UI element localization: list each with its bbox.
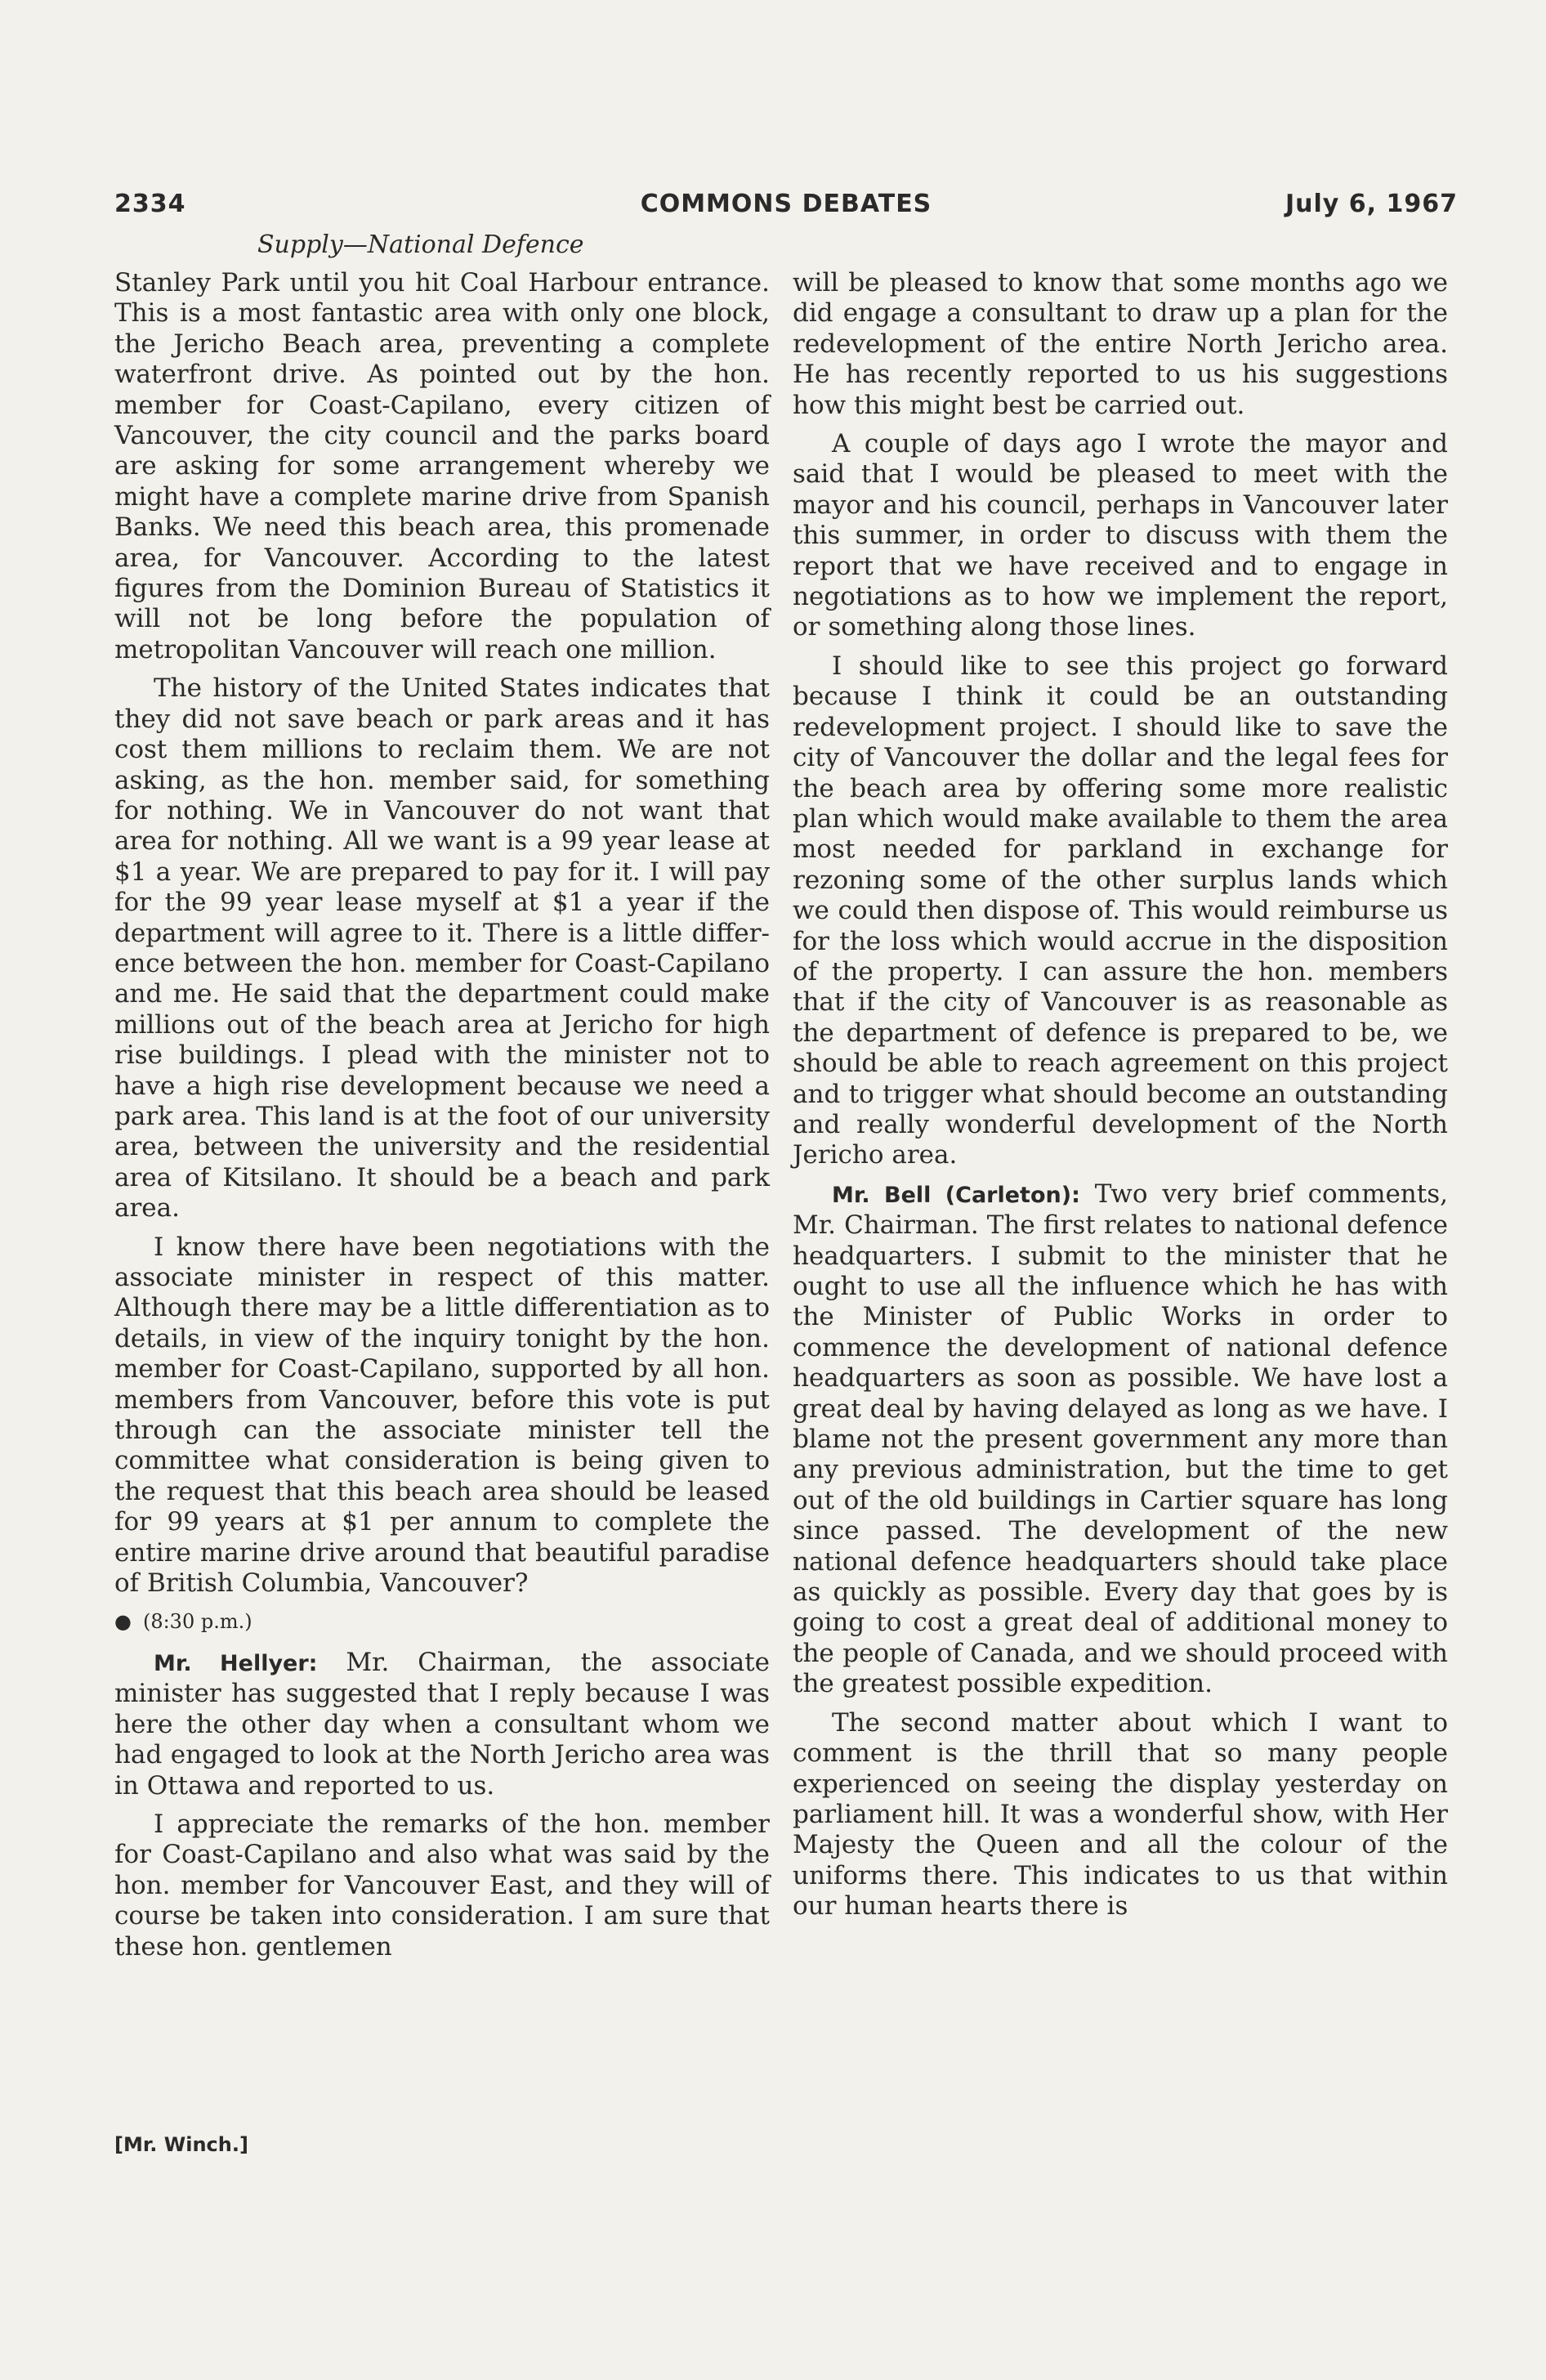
- paragraph: The history of the United States indicates that they did not save beach or park areas and it has cost them millions to reclaim them. We are not asking, as the hon. member said, for something for nothing. We in Vancouver do not want that area for nothing. All we want is a 99 year lease at $1 a year. We are prepared to pay for it. I will pay for the 99 year lease myself at $1 a year if the department will agree to it. There is a little difference between the hon. member for Coast-Capilano and me. He said that the department could make millions out of the beach area at Jericho for high rise buildings. I plead with the minister not to have a high rise development because we need a park area. This land is at the foot of our university area, between the university and the residential area of Kitsilano. It should be a beach and park area.: [114, 673, 770, 1224]
- section-title: Supply—National Defence: [257, 230, 584, 259]
- speech-text: Mr. Chairman, the associate minister has suggested that I reply because I was here the other day when a consultant whom we had engaged to look at the North Jericho area was in Ottawa and reported to us.: [114, 1647, 770, 1801]
- time-text: (8:30 p.m.): [142, 1610, 252, 1634]
- issue-date: July 6, 1967: [1285, 190, 1458, 218]
- footer-note: [Mr. Winch.]: [114, 2133, 248, 2156]
- paragraph: will be pleased to know that some months ago we did engage a consultant to draw up a plan for the redevelopment of the entire North Jericho area. He has recently reported to us his suggestions how this might best be carried out.: [793, 268, 1448, 420]
- journal-title: COMMONS DEBATES: [640, 190, 932, 218]
- time-stamp: [114, 1607, 770, 1637]
- speech-paragraph: [793, 1179, 1448, 1700]
- paragraph: The second matter about which I want to comment is the thrill that so many people experienced on seeing the display yesterday on parliament hill. It was a wonderful show, with Her Majesty the Queen and all the colour of the uniforms there. This indicates to us that within our human hearts there is: [793, 1707, 1448, 1921]
- paragraph: I appreciate the remarks of the hon. member for Coast-Capilano and also what was said by the hon. member for Vancouver East, and they will of course be taken into consideration. I am sure that these hon. gentlemen: [114, 1809, 770, 1962]
- paragraph: I should like to see this project go forward because I think it could be an outstanding redevelopment project. I should like to save the city of Vancouver the dollar and the legal fees for the beach area by offering some more realistic plan which would make available to them the area most needed for parkland in exchange for rezoning some of the other surplus lands which we could then dispose of. This would reimburse us for the loss which would accrue in the disposition of the property. I can assure the hon. members that if the city of Vancouver is as reasonable as the department of defence is prepared to be, we should be able to reach agreement on this project and to trigger what should become an outstanding and really wonderful development of the North Jericho area.: [793, 651, 1448, 1170]
- speaker-name: Mr. Bell (Carleton):: [832, 1182, 1080, 1208]
- bullet-icon: ●: [114, 1610, 132, 1634]
- page-number: 2334: [114, 190, 186, 218]
- speech-paragraph: [114, 1648, 770, 1801]
- left-column: [114, 268, 770, 1971]
- speech-text: Two very brief comments, Mr. Chairman. The first relates to national defence headquarters. I submit to the minister that he ought to use all the influence which he has with the Minister of Public Works in order to commence the development of national defence headquarters as soon as possible. We have lost a great deal by having delayed as long as we have. I blame not the present government any more than any previous administration, but the time to get out of the old buildings in Cartier square has long since passed. The development of the new national defence headquarters should take place as quickly as possible. Every day that goes by is going to cost a great deal of additional money to the people of Canada, and we should proceed with the greatest possible expedition.: [793, 1179, 1448, 1699]
- paragraph: I know there have been negotiations with the associate minister in respect of this matter. Although there may be a little differentiation as to details, in view of the inquiry tonight by the hon. member for Coast-Capilano, supported by all hon. members from Vancouver, before this vote is put through can the associate minister tell the committee what consideration is being given to the request that this beach area should be leased for 99 years at $1 per annum to complete the entire marine drive around that beautiful paradise of British Columbia, Vancouver?: [114, 1232, 770, 1599]
- paragraph: Stanley Park until you hit Coal Harbour entrance. This is a most fantastic area with only one block, the Jericho Beach area, preventing a complete waterfront drive. As pointed out by the hon. member for Coast-Capilano, every citizen of Vancouver, the city council and the parks board are asking for some arrangement whereby we might have a complete marine drive from Spanish Banks. We need this beach area, this promenade area, for Vancouver. According to the latest figures from the Dominion Bureau of Statistics it will not be long before the population of metropolitan Vancouver will reach one million.: [114, 268, 770, 664]
- right-column: [793, 268, 1448, 1930]
- page-header: [114, 190, 1458, 226]
- speaker-name: Mr. Hellyer:: [154, 1650, 318, 1676]
- paragraph: A couple of days ago I wrote the mayor and said that I would be pleased to meet with the mayor and his council, perhaps in Vancouver later this summer, in order to discuss with them the report that we have received and to engage in negotiations as to how we implement the report, or something along those lines.: [793, 429, 1448, 642]
